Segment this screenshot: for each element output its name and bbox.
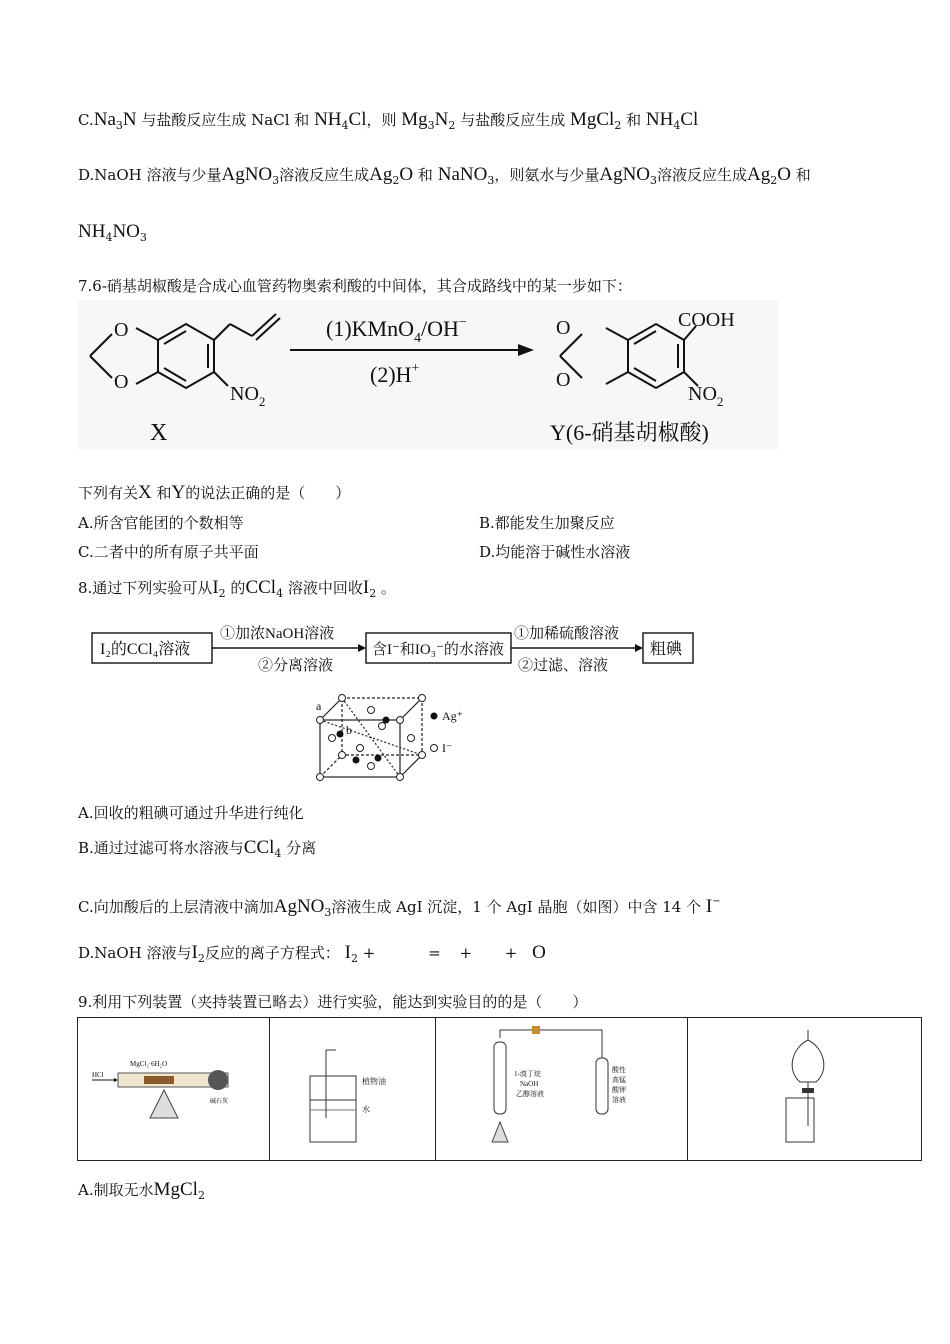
q6-option-d: D.NaOH 溶液与少量AgNO$_3$溶液反应生成$Ag_2O$ 和 NaNO$_3$，则氨水与少量AgNO$_3$溶液反应生成$Ag_2O$ 和 xyxy=(78,164,811,187)
y-cooh: COOH xyxy=(678,309,735,331)
q7-option-d[interactable]: D.均能溶于碱性水溶液 xyxy=(479,543,631,561)
q6-option-d-cont: $NH_4NO_3$ xyxy=(78,221,147,244)
q7-option-a[interactable]: A.所含官能团的个数相等 xyxy=(78,514,244,532)
crystal-label-b: b xyxy=(346,723,352,737)
flow-step-1a: ①加浓NaOH溶液 xyxy=(220,626,335,642)
x-no2: $NO_2$ xyxy=(230,383,266,409)
flow-step-2b: ②过滤、溶液 xyxy=(518,658,609,674)
q9-apparatus-table xyxy=(77,1017,922,1161)
q8-flowchart xyxy=(90,618,700,680)
q9-stem: 9.利用下列装置（夹持装置已略去）进行实验，能达到实验目的的是（ ） xyxy=(78,993,588,1011)
apparatus-cell-d[interactable] xyxy=(688,1018,923,1160)
q7-reaction-scheme xyxy=(78,300,778,450)
q8-agi-unit-cell xyxy=(312,690,482,790)
y-no2: $NO_2$ xyxy=(688,383,724,409)
apparatus-cell-c[interactable] xyxy=(436,1018,688,1160)
apparatus-cell-b[interactable] xyxy=(270,1018,436,1160)
apparatus-cell-a[interactable] xyxy=(78,1018,270,1160)
x-o-top: O xyxy=(114,319,129,341)
q8-stem: 8.通过下列实验可从$I_2$ 的CCl$_4$ 溶液中回收$I_2$ 。 xyxy=(78,577,396,600)
label-kmno4-3: 酸钾 xyxy=(612,1086,626,1094)
flow-step-1b: ②分离溶液 xyxy=(258,658,334,674)
q8-option-c[interactable]: C.向加酸后的上层清液中滴加AgNO$_3$溶液生成 AgI 沉淀，1 个 AgI 晶胞（如图）中含 14 个 I− xyxy=(78,896,721,919)
flow-box-1-label: I₂的CCl₄溶液 xyxy=(100,641,191,658)
label-lime: 碱石灰 xyxy=(210,1099,229,1105)
q6-option-c: $C.Na_3N$ 与盐酸反应生成 NaCl 和 $NH_4Cl$，则 $Mg_3N_2$ 与盐酸反应生成 MgCl$_2$ 和 $NH_4Cl$ xyxy=(78,109,699,132)
x-o-bottom: O xyxy=(114,371,129,393)
q8-option-b[interactable]: B.通过过滤可将水溶液与CCl$_4$ 分离 xyxy=(78,837,317,860)
q7-question: 下列有关X 和Y的说法正确的是（ ） xyxy=(78,482,351,503)
q7-option-c[interactable]: C.二者中的所有原子共平面 xyxy=(78,543,259,561)
label-kmno4-4: 溶液 xyxy=(612,1096,626,1104)
q7-stem: 7.6-硝基胡椒酸是合成心血管药物奥索利酸的中间体，其合成路线中的某一步如下： xyxy=(78,277,632,295)
flow-box-3-label: 粗碘 xyxy=(650,641,683,658)
label-hcl: HCl xyxy=(92,1071,104,1079)
y-o-bottom: O xyxy=(556,369,571,391)
label-water: 水 xyxy=(362,1105,370,1114)
label-oil: 植物油 xyxy=(362,1077,386,1086)
q7-option-b[interactable]: B.都能发生加聚反应 xyxy=(479,514,615,532)
q8-option-d[interactable]: D.NaOH 溶液与$I_2$反应的离子方程式： $I_2$ + = + + O xyxy=(78,942,546,965)
reagent-2: (2)H+ xyxy=(370,361,420,387)
q8-option-a[interactable]: A.回收的粗碘可通过升华进行纯化 xyxy=(78,804,304,822)
label-reagent-2: NaOH xyxy=(520,1080,539,1088)
label-salt: MgCl₂·6H₂O xyxy=(130,1060,168,1068)
legend-ag: Ag⁺ xyxy=(442,709,463,723)
label-reagent-3: 乙醇溶液 xyxy=(516,1090,544,1098)
x-label: X xyxy=(150,420,168,446)
label-kmno4-2: 高锰 xyxy=(612,1076,626,1084)
crystal-label-a: a xyxy=(316,699,322,713)
label-reagent-1: 1-溴丁烷 xyxy=(514,1070,541,1078)
q9-option-a[interactable]: A.制取无水MgCl$_2$ xyxy=(78,1179,205,1202)
label-kmno4-1: 酸性 xyxy=(612,1066,626,1074)
flow-box-2-label: 含I⁻和IO₃⁻的水溶液 xyxy=(372,642,504,658)
flow-step-2a: ①加稀硫酸溶液 xyxy=(514,626,620,642)
y-o-top: O xyxy=(556,317,571,339)
legend-i: I⁻ xyxy=(442,741,453,755)
reagent-1: (1)KMnO$_4$/OH− xyxy=(326,315,467,346)
y-label: Y(6-硝基胡椒酸) xyxy=(550,420,709,445)
